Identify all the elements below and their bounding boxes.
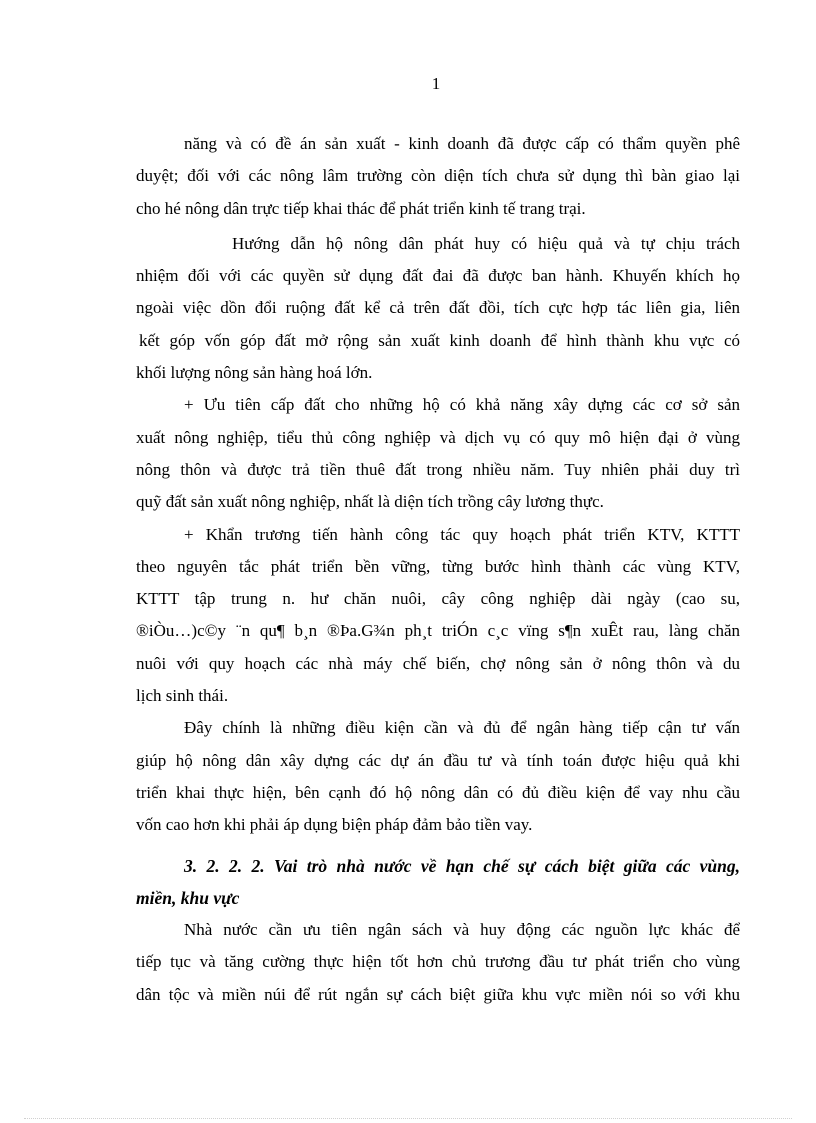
text-line: quỹ đất sản xuất nông nghiệp, nhất là diện tích trồng cây lương thực.: [136, 492, 604, 512]
text-line: + Ưu tiên cấp đất cho những hộ có khả năng xây dựng các cơ sở sản: [184, 395, 740, 415]
text-line: theo nguyên tắc phát triển bền vững, từng bước hình thành các vùng KTV,: [136, 556, 740, 576]
text-line: tiếp tục và tăng cường thực hiện tốt hơn chủ trương đầu tư phát triển cho vùng: [136, 952, 740, 972]
text-line: cho hé nông dân trực tiếp khai thác để phát triển kinh tế trang trại.: [136, 198, 586, 218]
text-line: giúp hộ nông dân xây dựng các dự án đầu tư và tính toán được hiệu quả khi: [136, 750, 740, 770]
text-line: Đây chính là những điều kiện cần và đủ để ngân hàng tiếp cận tư vấn: [184, 718, 740, 738]
heading-line: miền, khu vực: [136, 887, 240, 908]
paragraph-6: [136, 914, 740, 1011]
paragraph-2: [136, 228, 740, 389]
text-line: Nhà nước cần ưu tiên ngân sách và huy động các nguồn lực khác để: [184, 920, 740, 940]
paragraph-1: [136, 128, 740, 225]
text-line: nông thôn và được trả tiền thuê đất trong nhiều năm. Tuy nhiên phải duy trì: [136, 459, 740, 479]
text-line: ®iÒu…)c©y ¨n qu¶ b¸n ®Þa.G¾n ph¸t triÓn c¸c vïng s¶n xuÊt rau, làng chăn: [136, 621, 740, 641]
text-line: KTTT tập trung n. hư chăn nuôi, cây công nghiệp dài ngày (cao su,: [136, 589, 740, 609]
text-line: vốn cao hơn khi phải áp dụng biện pháp đảm bảo tiền vay.: [136, 815, 533, 835]
document-body: [136, 128, 740, 1011]
paragraph-3: [136, 389, 740, 518]
page-bottom-divider: [24, 1118, 792, 1119]
text-line: năng và có đề án sản xuất - kinh doanh đã được cấp có thẩm quyền phê: [184, 134, 740, 153]
text-line: ngoài việc dồn đổi ruộng đất kể cả trên đất đồi, tích cực hợp tác liên gia, liên: [136, 298, 740, 318]
text-line: khối lượng nông sản hàng hoá lớn.: [136, 363, 373, 383]
section-heading: [136, 850, 740, 915]
text-line: kết góp vốn góp đất mở rộng sản xuất kinh doanh để hình thành khu vực có: [139, 330, 740, 350]
text-line: triển khai thực hiện, bên cạnh đó hộ nông dân có đủ điều kiện để vay nhu cầu: [136, 782, 740, 802]
text-line: + Khẩn trương tiến hành công tác quy hoạch phát triển KTV, KTTT: [184, 524, 740, 544]
page-number: 1: [431, 74, 441, 93]
text-line: nuôi với quy hoạch các nhà máy chế biến, chợ nông sản ở nông thôn và du: [136, 653, 740, 673]
heading-line: 3. 2. 2. 2. Vai trò nhà nước về hạn chế sự cách biệt giữa các vùng,: [184, 855, 740, 876]
paragraph-4: [136, 519, 740, 713]
paragraph-5: [136, 712, 740, 841]
text-line: dân tộc và miền núi để rút ngắn sự cách biệt giữa khu vực miền nói so với khu: [136, 984, 740, 1004]
text-line: nhiệm đối với các quyền sử dụng đất đai đã được ban hành. Khuyến khích họ: [136, 266, 740, 286]
text-line: lịch sinh thái.: [136, 686, 229, 706]
text-line: duyệt; đối với các nông lâm trường còn diện tích chưa sử dụng thì bàn giao lại: [136, 166, 740, 186]
text-line: Hướng dẫn hộ nông dân phát huy có hiệu quả và tự chịu trách: [232, 233, 740, 253]
text-line: xuất nông nghiệp, tiểu thủ công nghiệp và dịch vụ có quy mô hiện đại ở vùng: [136, 427, 740, 447]
